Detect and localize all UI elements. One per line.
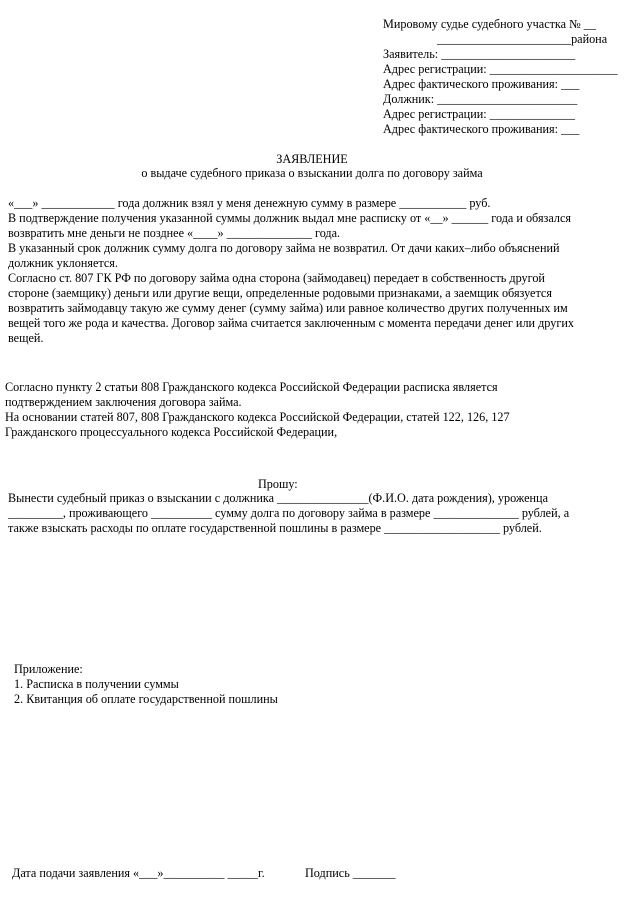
body-line: вещей того же рода и качества. Договор займа считается заключенным с момента передачи денег или других [8,316,574,330]
basis-line: Согласно пункту 2 статьи 808 Гражданского кодекса Российской Федерации расписка является [5,380,498,394]
attachment-item: 2. Квитанция об оплате государственной пошлины [14,692,278,706]
body-line: Согласно ст. 807 ГК РФ по договору займа одна сторона (займодавец) передает в собственность другой [8,271,545,285]
filing-date-field: Дата подачи заявления «___»__________ _____г. [12,866,265,880]
header-line: Заявитель: ______________________ [383,47,576,61]
header-line: Адрес регистрации: _____________________ [383,62,618,76]
request-line: Вынести судебный приказ о взыскании с должника _______________(Ф.И.О. дата рождения), уроженца [8,491,548,505]
document-title: ЗАЯВЛЕНИЕ [276,152,348,166]
body-line: возвратить мне деньги не позднее «____» ______________ года. [8,226,341,240]
basis-line: На основании статей 807, 808 Гражданского кодекса Российской Федерации, статей 122, 126, 127 [5,410,510,424]
header-line: Мировому судье судебного участка № __ [383,17,596,31]
body-line: В указанный срок должник сумму долга по договору займа не возвратил. От дачи каких–либо объяснений [8,241,560,255]
request-line: также взыскать расходы по оплате государственной пошлины в размере ___________________ рублей. [8,521,542,535]
header-line: ______________________района [437,32,608,46]
basis-line: Гражданского процессуального кодекса Российской Федерации, [5,425,338,439]
request-heading: Прошу: [258,477,298,491]
attachment-item: 1. Расписка в получении суммы [14,677,179,691]
header-line: Адрес регистрации: ______________ [383,107,575,121]
body-line: В подтверждение получения указанной суммы должник выдал мне расписку от «__» ______ года и обязался [8,211,571,225]
signature-field: Подпись _______ [305,866,396,880]
header-line: Должник: _______________________ [383,92,578,106]
body-line: стороне (заемщику) деньги или другие вещи, определенные родовыми признаками, а заемщик обязуется [8,286,552,300]
header-line: Адрес фактического проживания: ___ [383,77,580,91]
body-line: вещей. [8,331,44,345]
body-line: «___» ____________ года должник взял у меня денежную сумму в размере ___________ руб. [8,196,491,210]
attachments-heading: Приложение: [14,662,83,676]
basis-line: подтверждением заключения договора займа. [5,395,242,409]
document-subtitle: о выдаче судебного приказа о взыскании долга по договору займа [141,166,483,180]
header-line: Адрес фактического проживания: ___ [383,122,580,136]
body-line: возвратить займодавцу такую же сумму денег (сумму займа) или равное количество других полученных им [8,301,568,315]
request-line: _________, проживающего __________ сумму долга по договору займа в размере ______________ рублей, а [8,506,570,520]
body-line: должник уклоняется. [8,256,118,270]
